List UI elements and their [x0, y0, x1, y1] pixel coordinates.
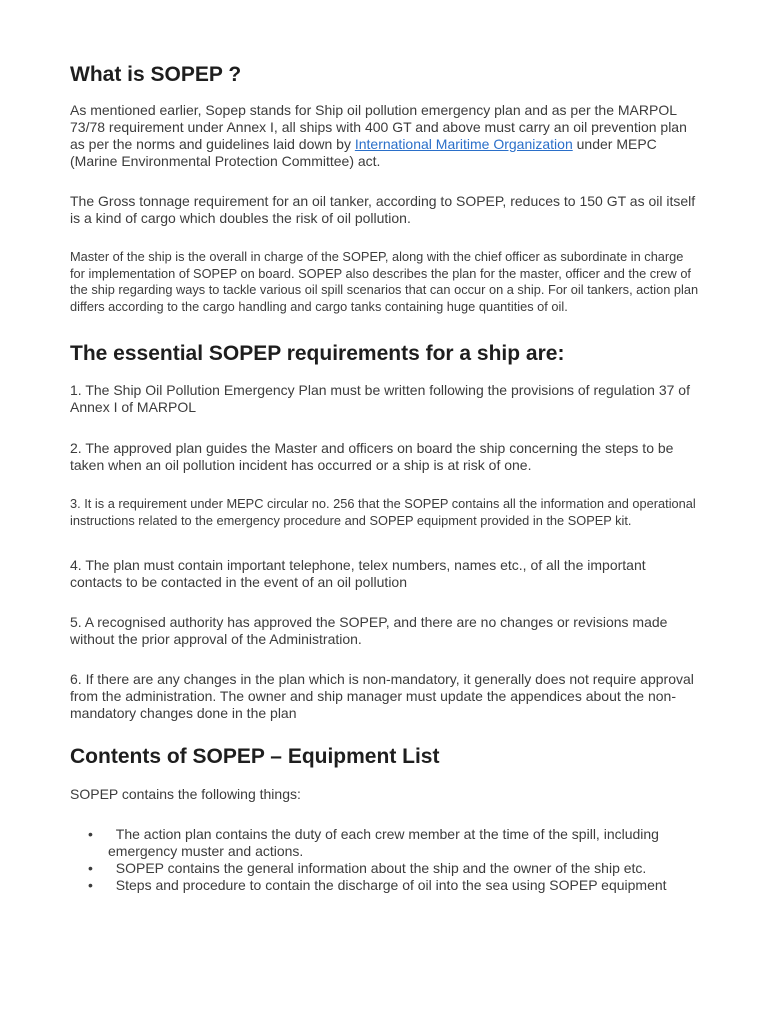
requirement-item-3: 3. It is a requirement under MEPC circular no. 256 that the SOPEP contains all the information and operational instructions related to the emergency procedure and SOPEP equipment provided in the SOPEP kit.: [70, 496, 696, 528]
master-paragraph: Master of the ship is the overall in charge of the SOPEP, along with the chief officer as subordinate in charge for implementation of SOPEP on board. SOPEP also describes the plan for the master, officer and the crew of the ship regarding ways to tackle various oil spill scenarios that can occur on a ship. For oil tankers, action plan differs according to the cargo handling and cargo tanks containing huge quantities of oil.: [70, 249, 699, 314]
requirement-item-5: 5. A recognised authority has approved the SOPEP, and there are no changes or revisions made without the prior approval of the Administration.: [70, 614, 668, 647]
imo-link[interactable]: International Maritime Organization: [354, 136, 573, 152]
intro-paragraph: [70, 102, 700, 170]
list-item: [88, 877, 698, 894]
requirement-item-2: 2. The approved plan guides the Master and officers on board the ship concerning the steps to be taken when an oil pollution incident has occurred or a ship is at risk of one.: [70, 440, 674, 473]
list-item: [88, 826, 698, 860]
bullet-text: The action plan contains the duty of each crew member at the time of the spill, including emergency muster and actions.: [108, 826, 659, 859]
heading-contents-of-sopep: Contents of SOPEP – Equipment List: [70, 745, 440, 768]
requirement-item-6: 6. If there are any changes in the plan which is non-mandatory, it generally does not require approval from the administration. The owner and ship manager must update the appendices about the non-mandatory changes done in the plan: [70, 671, 694, 721]
heading-essential-requirements: The essential SOPEP requirements for a ship are:: [70, 342, 565, 365]
gross-tonnage-paragraph: The Gross tonnage requirement for an oil tanker, according to SOPEP, reduces to 150 GT as oil itself is a kind of cargo which doubles the risk of oil pollution.: [70, 193, 696, 226]
intro-text-end: under MEPC (Marine Environmental Protection Committee) act.: [70, 136, 657, 169]
heading-what-is-sopep: What is SOPEP ?: [70, 63, 242, 86]
bullet-icon: •: [88, 860, 93, 876]
list-item: [88, 860, 698, 877]
intro-text-start: As mentioned earlier, Sopep stands for Ship oil pollution emergency plan and as per the MARPOL 73/78 requirement under Annex I, all ships with 400 GT and above must carry an oil prevention plan as per the norms and guidelines laid down by: [70, 102, 687, 152]
requirement-item-4: 4. The plan must contain important telephone, telex numbers, names etc., of all the important contacts to be contacted in the event of an oil pollution: [70, 557, 646, 590]
bullet-text: Steps and procedure to contain the discharge of oil into the sea using SOPEP equipment: [115, 877, 667, 893]
bullet-icon: •: [88, 877, 93, 893]
contents-intro: SOPEP contains the following things:: [70, 786, 301, 802]
bullet-icon: •: [88, 826, 93, 842]
contents-bullet-list: [88, 826, 698, 894]
bullet-text: SOPEP contains the general information about the ship and the owner of the ship etc.: [115, 860, 647, 876]
requirement-item-1: 1. The Ship Oil Pollution Emergency Plan must be written following the provisions of regulation 37 of Annex I of MARPOL: [70, 382, 690, 415]
